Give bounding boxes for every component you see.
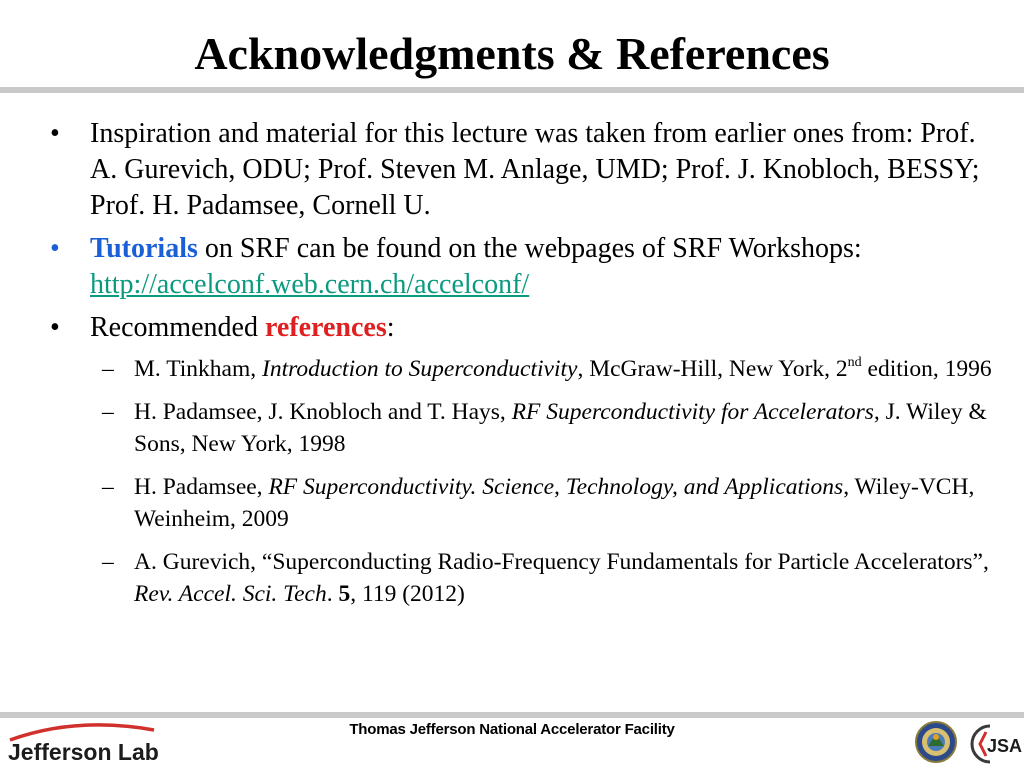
bullet-text: on SRF can be found on the webpages of SRF Workshops: [197, 233, 862, 264]
accelconf-link[interactable]: http://accelconf.web.cern.ch/accelconf/ [90, 269, 530, 300]
ref-title: RF Superconductivity. Science, Technology, and Applications [268, 474, 844, 500]
dash-marker: – [102, 399, 114, 425]
bullet-marker: • [50, 312, 60, 343]
reference-item [0, 396, 1024, 460]
bullet-recommended [0, 310, 1024, 346]
ref-authors: A. Gurevich, “Superconducting Radio-Frequency Fundamentals for Particle Accelerators”, [134, 549, 989, 575]
ref-pages: , 119 (2012) [350, 581, 465, 607]
ref-authors: H. Padamsee, J. Knobloch and T. Hays, [134, 399, 512, 425]
bullet-colon: : [386, 312, 395, 343]
slide-title: Acknowledgments & References [194, 28, 830, 79]
ref-publisher: , J. Wiley & Sons, New York, 1998 [134, 399, 987, 457]
ref-authors: M. Tinkham, [134, 356, 262, 382]
footer-divider [0, 712, 1024, 718]
ref-title: Introduction to Superconductivity [262, 356, 578, 382]
doe-seal-icon [914, 720, 958, 764]
ref-superscript: nd [847, 355, 862, 371]
bullet-acknowledgment [0, 116, 1024, 224]
title-divider [0, 87, 1024, 93]
bullet-marker: • [50, 233, 60, 264]
ref-title: RF Superconductivity for Accelerators [511, 399, 874, 425]
references-label: references [264, 312, 387, 343]
bullet-tutorials [0, 231, 1024, 303]
ref-publisher: , McGraw-Hill, New York, 2 [577, 356, 848, 382]
reference-item [0, 353, 1024, 385]
bullet-text: Recommended [90, 312, 265, 343]
reference-item [0, 546, 1024, 610]
bullet-marker: • [50, 118, 60, 149]
ref-sep: . [326, 581, 339, 607]
ref-year: edition, 1996 [861, 356, 992, 382]
ref-authors: H. Padamsee, [134, 474, 269, 500]
tutorials-label: Tutorials [90, 233, 198, 264]
ref-publisher: , Wiley-VCH, Weinheim, 2009 [134, 474, 975, 532]
dash-marker: – [102, 474, 114, 500]
ref-volume: 5 [338, 581, 351, 607]
jsa-logo [960, 722, 1022, 766]
dash-marker: – [102, 549, 114, 575]
reference-item [0, 471, 1024, 535]
logo-text: Jefferson Lab [8, 739, 159, 765]
slide-content [0, 116, 1024, 621]
dash-marker: – [102, 356, 114, 382]
footer-facility-name: Thomas Jefferson National Accelerator Facility [349, 721, 675, 738]
bullet-text: Inspiration and material for this lecture was taken from earlier ones from: Prof. A. Gurevich, ODU; Prof. Steven M. Anlage, UMD; Prof. J. Knobloch, BESSY; Prof. H. Padamsee, Cornell U. [90, 118, 980, 221]
jsa-text: JSA [987, 736, 1022, 756]
ref-journal: Rev. Accel. Sci. Tech [134, 581, 327, 607]
